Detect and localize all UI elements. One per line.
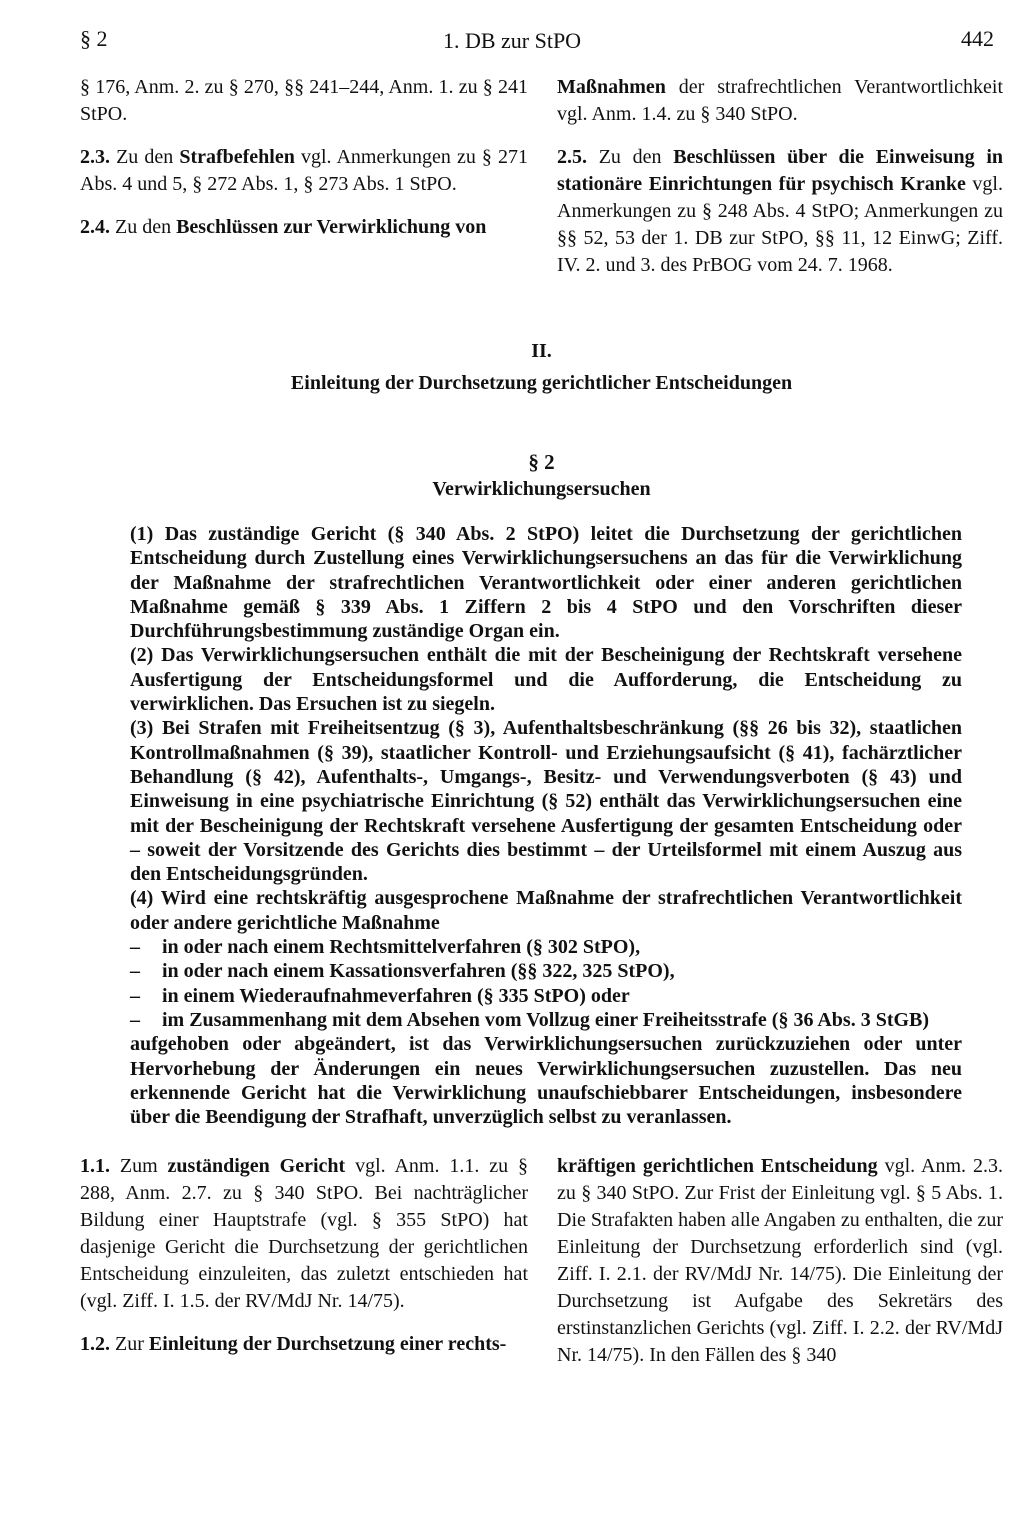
page-number: 442: [961, 26, 994, 51]
annotation-paragraph: Maßnahmen der strafrechtlichen Verantwortlichkeit vgl. Anm. 1.4. zu § 340 StPO.: [557, 76, 1003, 125]
annotation-paragraph: 1.2. Zur Einleitung der Durchsetzung einer rechts-: [80, 1333, 507, 1355]
statute-subsection: (3) Bei Strafen mit Freiheitsentzug (§ 3), Aufenthaltsbeschränkung (§§ 26 bis 32), staatlichen Kontrollmaßnahmen (§ 39), staatlicher Kontroll- und Erziehungsaufsicht (§ 41), fachärztlicher Behandlung (§ 42), Aufenthalts-, Umgangs-, Besitz- und Verwendungsverboten (§ 43) und Einweisung in eine psychiatrische Einrichtung (§ 52) enthält das Verwirklichungsersuchen eine mit der Bescheinigung der Rechtskraft versehene Ausfertigung der gesamten Entscheidung oder – soweit der Vorsitzende des Gerichts dies bestimmt – der Urteilsformel mit einem Auszug aus den Entscheidungsgründen.: [130, 717, 962, 886]
list-item: – in oder nach einem Rechtsmittelverfahren (§ 302 StPO),: [130, 936, 641, 959]
list-item: – im Zusammenhang mit dem Absehen vom Vollzug einer Freiheitsstrafe (§ 36 Abs. 3 StGB): [130, 1008, 930, 1031]
statute-subsection: (1) Das zuständige Gericht (§ 340 Abs. 2 StPO) leitet die Durchsetzung der gerichtlichen Entscheidung durch Zustellung eines Verwirklichungsersuchens an das für die Verwirklichung der Maßnahme der strafrechtlichen Verantwortlichkeit oder einer anderen gerichtlichen Maßnahme gemäß § 339 Abs. 1 Ziffern 2 bis 4 StPO und den Vorschriften dieser Durchführungsbestimmung zuständige Organ ein.: [130, 523, 962, 643]
paragraph-number: § 2: [528, 450, 555, 474]
top-left-column: [80, 74, 528, 241]
statute-subsection: (2) Das Verwirklichungsersuchen enthält die mit der Bescheinigung der Rechtskraft versehene Ausfertigung der Entscheidungsformel und die Aufforderung, die Entscheidung zu verwirklichen. Das Ersuchen ist zu siegeln.: [130, 644, 962, 716]
statute-subsection: aufgehoben oder abgeändert, ist das Verwirklichungsersuchen zurückzuziehen oder unter Hervorhebung der Änderungen ein neues Verwirklichungsersuchen zuzustellen. Das neu erkennende Gericht hat die Verwirklichung unaufschiebbarer Entscheidungen, insbesondere über die Beendigung der Strafhaft, unverzüglich selbst zu veranlassen.: [130, 1033, 962, 1129]
annotation-paragraph: 2.5. Zu den Beschlüssen über die Einweisung in stationäre Einrichtungen für psychisch Kranke vgl. Anmerkungen zu § 248 Abs. 4 StPO; Anmerkungen zu §§ 52, 53 der 1. DB zur StPO, §§ 11, 12 EinwG; Ziff. IV. 2. und 3. des PrBOG vom 24. 7. 1968.: [557, 146, 1004, 276]
annotation-paragraph: § 176, Anm. 2. zu § 270, §§ 241–244, Anm. 1. zu § 241 StPO.: [80, 76, 528, 125]
paragraph-title: Verwirklichungsersuchen: [432, 478, 651, 500]
annotation-paragraph: 2.4. Zu den Beschlüssen zur Verwirklichung von: [80, 216, 487, 238]
section-number: II.: [531, 340, 552, 362]
statute-subsection: (4) Wird eine rechtskräftig ausgesprochene Maßnahme der strafrechtlichen Verantwortlichkeit oder andere gerichtliche Maßnahme: [130, 887, 962, 934]
annotation-paragraph: 2.3. Zu den Strafbefehlen vgl. Anmerkungen zu § 271 Abs. 4 und 5, § 272 Abs. 1, § 273 Abs. 1 StPO.: [80, 146, 528, 195]
bottom-left-column: [80, 1153, 528, 1358]
bottom-right-column: [557, 1153, 1003, 1369]
list-item: – in oder nach einem Kassationsverfahren (§§ 322, 325 StPO),: [130, 960, 675, 983]
top-right-column: [557, 74, 1003, 279]
annotation-paragraph: 1.1. Zum zuständigen Gericht vgl. Anm. 1.1. zu § 288, Anm. 2.7. zu § 340 StPO. Bei nachträglicher Bildung einer Hauptstrafe (vgl. § 355 StPO) hat dasjenige Gericht die Durchsetzung der gerichtlichen Entscheidung einzuleiten, das zuletzt entschieden hat (vgl. Ziff. I. 1.5. der RV/MdJ Nr. 14/75).: [80, 1155, 528, 1312]
header-section-ref: § 2: [80, 26, 108, 51]
annotation-paragraph: kräftigen gerichtlichen Entscheidung vgl. Anm. 2.3. zu § 340 StPO. Zur Frist der Einleitung vgl. § 5 Abs. 1. Die Strafakten haben alle Angaben zu enthalten, die zur Einleitung der Durchsetzung erforderlich sind (vgl. Ziff. I. 2.1. der RV/MdJ Nr. 14/75). Die Einleitung der Durchsetzung ist Aufgabe des Sekretärs des erstinstanzlichen Gerichts (vgl. Ziff. I. 2.2. der RV/MdJ Nr. 14/75). In den Fällen des § 340: [557, 1155, 1004, 1366]
section-title: Einleitung der Durchsetzung gerichtlicher Entscheidungen: [290, 372, 793, 394]
statute-text: [130, 522, 962, 1129]
header-title: 1. DB zur StPO: [442, 28, 582, 53]
list-item: – in einem Wiederaufnahmeverfahren (§ 335 StPO) oder: [130, 984, 630, 1007]
